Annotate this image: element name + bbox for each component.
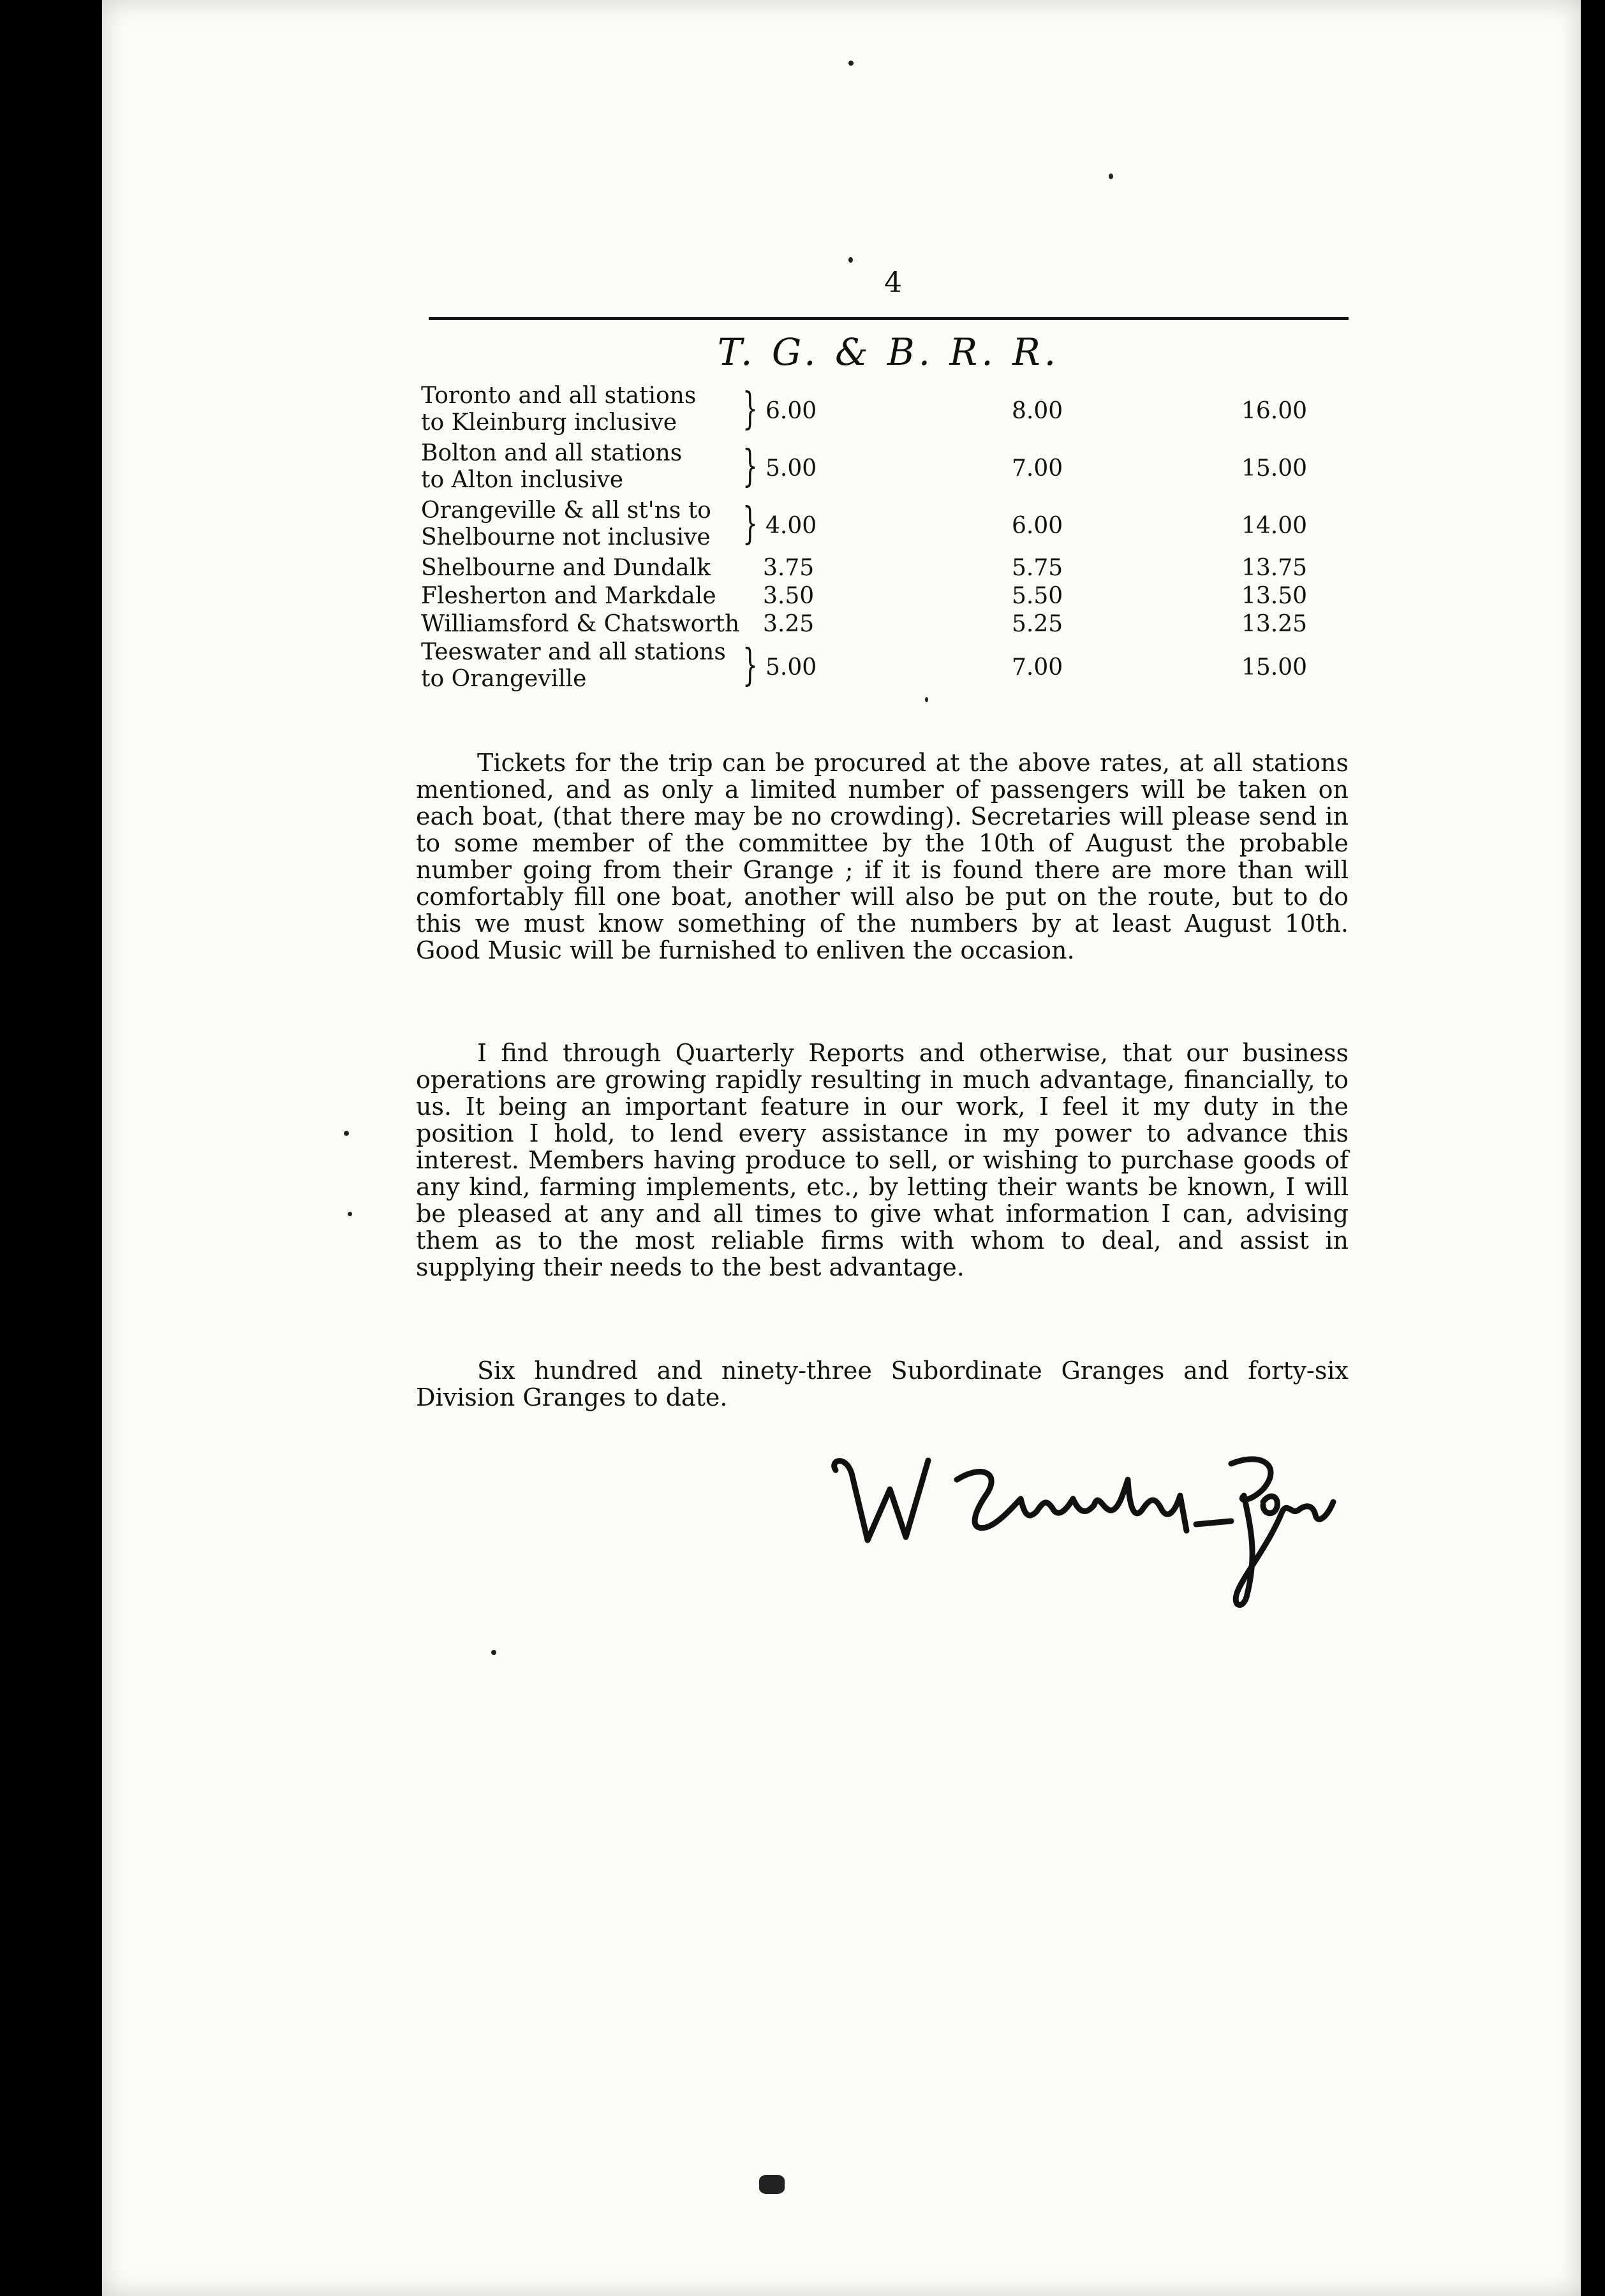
ink-speck <box>848 257 853 263</box>
paragraph-tickets: Tickets for the trip can be procured at the above rates, at all stations mentioned, and as only a limited number of passengers will be taken on each boat, (that there may be no crowding). Secretaries will please send in to some member of the committee by the 10th of August the probable number going from their Grange ; if it is found there are more than will comfortably fill one boat, another will also be put on the route, but to do this we must know something of the numbers by at least August 10th. Good Music will be furnished to enliven the occasion. <box>416 749 1349 964</box>
ink-speck <box>1109 173 1113 179</box>
station-line: Williamsford & Chatsworth <box>421 611 740 637</box>
header-rule <box>429 317 1349 320</box>
fare-row <box>421 497 1352 555</box>
station-name <box>421 583 740 610</box>
station-line: to Kleinburg inclusive <box>421 409 677 436</box>
fare-value: 13.75 <box>1241 555 1308 581</box>
fare-row <box>421 440 1352 497</box>
fare-row <box>421 583 1352 611</box>
station-name <box>421 611 740 638</box>
station-name <box>421 383 740 436</box>
fare-value: 5.75 <box>1012 555 1063 581</box>
ink-speck <box>848 61 854 66</box>
fare-value: 3.75 <box>763 555 815 581</box>
ink-blot <box>759 2175 785 2194</box>
railway-heading: T. G. & B. R. R. <box>717 330 1060 374</box>
ink-speck <box>925 697 928 702</box>
station-line: Toronto and all stations <box>421 383 697 409</box>
brace-mark: } <box>743 499 758 549</box>
fare-value: 8.00 <box>1012 398 1063 424</box>
station-name <box>421 497 740 551</box>
ink-speck <box>348 1212 352 1216</box>
station-line: to Orangeville <box>421 666 587 692</box>
station-line: Shelbourne and Dundalk <box>421 555 711 581</box>
brace-mark: } <box>743 441 758 492</box>
fare-value: 7.00 <box>1012 455 1063 482</box>
fare-row <box>421 555 1352 583</box>
station-line: Orangeville & all st'ns to <box>421 497 711 524</box>
fare-value: 15.00 <box>1241 654 1308 681</box>
station-name <box>421 555 740 582</box>
fare-row <box>421 639 1352 696</box>
station-line: Teeswater and all stations <box>421 639 726 665</box>
fare-value: 13.50 <box>1241 583 1308 609</box>
fare-table <box>421 383 1352 696</box>
fare-value: 3.50 <box>763 583 815 609</box>
station-name <box>421 440 740 494</box>
fare-value: 5.00 <box>766 654 817 681</box>
fare-value: 5.00 <box>766 455 817 482</box>
fare-value: 14.00 <box>1241 513 1308 539</box>
fare-value: 13.25 <box>1241 611 1308 637</box>
fare-value: 6.00 <box>766 398 817 424</box>
station-line: Flesherton and Markdale <box>421 583 716 609</box>
station-name <box>421 639 740 693</box>
fare-row <box>421 383 1352 440</box>
fare-value: 6.00 <box>1012 513 1063 539</box>
station-line: Shelbourne not inclusive <box>421 524 711 550</box>
fare-value: 15.00 <box>1241 455 1308 482</box>
paragraph-granges: Six hundred and ninety-three Subordinate Granges and forty-six Division Granges to date. <box>416 1357 1349 1411</box>
ink-speck <box>491 1650 496 1655</box>
fare-value: 5.50 <box>1012 583 1063 609</box>
page-number: 4 <box>884 267 902 299</box>
brace-mark: } <box>743 640 758 691</box>
fare-value: 3.25 <box>763 611 815 637</box>
ink-speck <box>344 1131 349 1136</box>
brace-mark: } <box>743 384 758 434</box>
fare-value: 5.25 <box>1012 611 1063 637</box>
fare-row <box>421 611 1352 639</box>
paragraph-business: I find through Quarterly Reports and otherwise, that our business operations are growing rapidly resulting in much advantage, financially, to us. It being an important feature in our work, I feel it my duty in the position I hold, to lend every assistance in my power to advance this interest. Members having produce to sell, or wishing to purchase goods of any kind, farming implements, etc., by letting their wants be known, I will be pleased at any and all times to give what information I can, advising them as to the most reliable firms with whom to deal, and assist in supplying their needs to the best advantage. <box>416 1039 1349 1281</box>
handwritten-signature <box>823 1435 1346 1620</box>
fare-value: 7.00 <box>1012 654 1063 681</box>
station-line: to Alton inclusive <box>421 467 624 493</box>
fare-value: 4.00 <box>766 513 817 539</box>
station-line: Bolton and all stations <box>421 440 683 466</box>
fare-value: 16.00 <box>1241 398 1308 424</box>
